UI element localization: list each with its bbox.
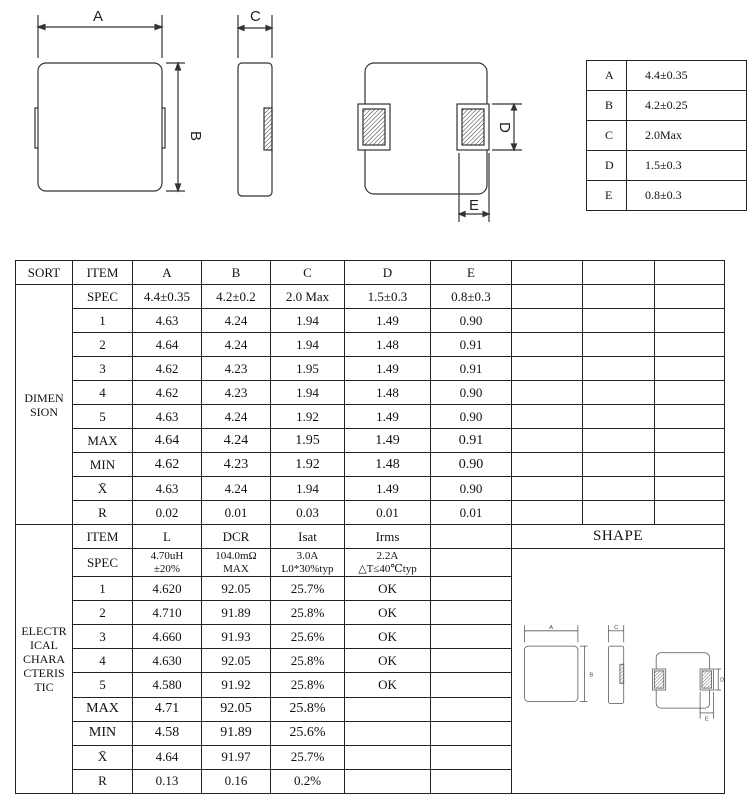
row-label: MAX <box>73 697 133 721</box>
dim-cell: 1.95 <box>271 357 345 381</box>
dim-value: 0.8±0.3 <box>627 181 747 211</box>
spec-line: ±20% <box>153 562 181 575</box>
dim-cell: 0.01 <box>345 501 431 525</box>
empty-cell <box>655 261 725 285</box>
dim-cell: 0.8±0.3 <box>431 285 512 309</box>
table-row <box>16 525 725 549</box>
header-col: L <box>133 525 202 549</box>
dim-cell: 1.94 <box>271 381 345 405</box>
row-label: MAX <box>73 429 133 453</box>
elec-cell: 91.92 <box>202 673 271 697</box>
dim-cell: 4.24 <box>202 333 271 357</box>
empty-cell <box>512 285 583 309</box>
empty-cell <box>583 477 655 501</box>
dim-cell: 1.48 <box>345 453 431 477</box>
empty-cell <box>512 333 583 357</box>
empty-cell <box>655 333 725 357</box>
dim-cell: 1.49 <box>345 429 431 453</box>
dim-cell: 0.91 <box>431 429 512 453</box>
row-label: 4 <box>73 649 133 673</box>
dim-cell: 0.90 <box>431 381 512 405</box>
dim-cell: 0.02 <box>133 501 202 525</box>
elec-cell: 4.580 <box>133 673 202 697</box>
table-row <box>587 91 747 121</box>
sort-label: CHARA <box>22 652 65 666</box>
empty-cell <box>583 429 655 453</box>
dim-cell: 0.91 <box>431 357 512 381</box>
empty-cell <box>583 309 655 333</box>
dim-cell: 4.24 <box>202 477 271 501</box>
shape-drawing <box>513 549 723 789</box>
dim-cell: 1.49 <box>345 309 431 333</box>
dim-cell: 1.92 <box>271 453 345 477</box>
elec-cell: 25.7% <box>271 577 345 601</box>
empty-cell <box>431 577 512 601</box>
dim-cell: 0.01 <box>202 501 271 525</box>
empty-cell <box>655 357 725 381</box>
header-item: ITEM <box>73 261 133 285</box>
elec-cell <box>345 745 431 769</box>
empty-cell <box>655 453 725 477</box>
elec-cell <box>345 697 431 721</box>
row-label: 4 <box>73 381 133 405</box>
table-row <box>16 405 725 429</box>
empty-cell <box>583 453 655 477</box>
empty-cell <box>512 309 583 333</box>
row-label: X̄ <box>73 477 133 501</box>
dim-cell: 1.92 <box>271 405 345 429</box>
table-row <box>16 309 725 333</box>
header-sort: SORT <box>16 261 73 285</box>
row-label: R <box>73 501 133 525</box>
spec-line: L0*30%typ <box>281 562 334 575</box>
dim-cell: 4.62 <box>133 381 202 405</box>
elec-cell <box>345 721 431 745</box>
dim-cell: 1.49 <box>345 405 431 429</box>
table-row <box>16 381 725 405</box>
elec-cell: 4.620 <box>133 577 202 601</box>
dim-cell: 0.91 <box>431 333 512 357</box>
header-col: B <box>202 261 271 285</box>
elec-cell: 0.16 <box>202 769 271 793</box>
elec-cell: 91.97 <box>202 745 271 769</box>
table-row <box>16 429 725 453</box>
header-col: E <box>431 261 512 285</box>
sort-label: ICAL <box>30 638 58 652</box>
elec-cell: 25.8% <box>271 601 345 625</box>
elec-cell: 92.05 <box>202 577 271 601</box>
table-row <box>16 549 725 577</box>
label-b: B <box>187 131 204 142</box>
empty-cell <box>583 333 655 357</box>
dim-cell: 1.48 <box>345 381 431 405</box>
elec-cell: 91.89 <box>202 721 271 745</box>
dim-cell: 0.90 <box>431 453 512 477</box>
dim-key: D <box>587 151 627 181</box>
dim-cell: 1.94 <box>271 333 345 357</box>
dim-value: 4.2±0.25 <box>627 91 747 121</box>
elec-cell: 25.8% <box>271 673 345 697</box>
elec-cell: 25.7% <box>271 745 345 769</box>
elec-cell: 4.660 <box>133 625 202 649</box>
elec-cell: 91.93 <box>202 625 271 649</box>
elec-cell <box>345 769 431 793</box>
elec-cell: 25.8% <box>271 697 345 721</box>
spec-line: MAX <box>223 562 249 575</box>
dimension-spec-table <box>586 60 747 211</box>
label-c: C <box>250 8 261 25</box>
label-e: E <box>704 716 709 723</box>
shape-title: SHAPE <box>512 525 725 549</box>
row-label: MIN <box>73 453 133 477</box>
sort-dimension <box>16 285 73 525</box>
row-label: 3 <box>73 357 133 381</box>
empty-cell <box>583 501 655 525</box>
dim-value: 4.4±0.35 <box>627 61 747 91</box>
table-row <box>587 181 747 211</box>
table-row <box>16 453 725 477</box>
row-label: MIN <box>73 721 133 745</box>
dim-cell: 0.90 <box>431 477 512 501</box>
empty-cell <box>512 477 583 501</box>
table-row <box>16 477 725 501</box>
spec-line: 4.70uH <box>150 549 184 562</box>
elec-cell: 25.6% <box>271 721 345 745</box>
empty-cell <box>655 381 725 405</box>
empty-cell <box>512 261 583 285</box>
dim-cell: 1.94 <box>271 477 345 501</box>
dim-cell: 4.24 <box>202 309 271 333</box>
elec-cell: 0.2% <box>271 769 345 793</box>
table-row <box>16 357 725 381</box>
elec-cell: OK <box>345 601 431 625</box>
row-label: SPEC <box>73 549 133 577</box>
empty-cell <box>512 357 583 381</box>
label-b: B <box>589 672 594 679</box>
header-item: ITEM <box>73 525 133 549</box>
elec-cell: 25.6% <box>271 625 345 649</box>
empty-cell <box>655 477 725 501</box>
label-d: D <box>720 677 725 684</box>
empty-cell <box>583 405 655 429</box>
table-row <box>587 61 747 91</box>
empty-cell <box>431 549 512 577</box>
label-e: E <box>469 197 480 214</box>
empty-cell <box>655 429 725 453</box>
sort-label: ELECTR <box>21 624 67 638</box>
dim-cell: 4.63 <box>133 309 202 333</box>
row-label: 5 <box>73 673 133 697</box>
empty-cell <box>431 721 512 745</box>
dim-cell: 4.4±0.35 <box>133 285 202 309</box>
dim-cell: 0.03 <box>271 501 345 525</box>
sort-electrical <box>16 525 73 794</box>
table-row <box>587 121 747 151</box>
dim-cell: 0.90 <box>431 405 512 429</box>
elec-cell: 92.05 <box>202 649 271 673</box>
elec-cell: OK <box>345 577 431 601</box>
dim-cell: 1.48 <box>345 333 431 357</box>
empty-cell <box>655 405 725 429</box>
elec-cell: 0.13 <box>133 769 202 793</box>
side-view <box>238 15 272 196</box>
row-label: 5 <box>73 405 133 429</box>
dim-key: B <box>587 91 627 121</box>
spec-line: 2.2A <box>376 549 399 562</box>
header-col: Isat <box>271 525 345 549</box>
table-row <box>16 285 725 309</box>
dim-cell: 4.62 <box>133 357 202 381</box>
dim-cell: 2.0 Max <box>271 285 345 309</box>
dim-cell: 0.01 <box>431 501 512 525</box>
row-label: 2 <box>73 333 133 357</box>
dim-cell: 4.24 <box>202 405 271 429</box>
empty-cell <box>512 453 583 477</box>
spec-line: △T≤40℃typ <box>358 562 417 575</box>
dim-cell: 4.63 <box>133 477 202 501</box>
dim-cell: 0.90 <box>431 309 512 333</box>
empty-cell <box>583 285 655 309</box>
empty-cell <box>431 673 512 697</box>
row-label: 3 <box>73 625 133 649</box>
spec-cell <box>271 549 345 577</box>
dim-cell: 1.5±0.3 <box>345 285 431 309</box>
spec-line: 3.0A <box>296 549 319 562</box>
empty-cell <box>431 649 512 673</box>
row-label: SPEC <box>73 285 133 309</box>
label-d: D <box>496 122 513 133</box>
empty-cell <box>431 769 512 793</box>
empty-cell <box>431 601 512 625</box>
dim-cell: 4.23 <box>202 357 271 381</box>
header-col: A <box>133 261 202 285</box>
table-row <box>587 151 747 181</box>
row-label: 1 <box>73 309 133 333</box>
spec-cell <box>345 549 431 577</box>
table-row <box>16 333 725 357</box>
elec-cell: 4.71 <box>133 697 202 721</box>
elec-cell: 92.05 <box>202 697 271 721</box>
elec-cell: 4.710 <box>133 601 202 625</box>
label-c: C <box>614 624 619 631</box>
empty-cell <box>431 745 512 769</box>
elec-cell: OK <box>345 649 431 673</box>
elec-cell: 4.64 <box>133 745 202 769</box>
empty-cell <box>583 381 655 405</box>
elec-cell: 91.89 <box>202 601 271 625</box>
empty-cell <box>583 357 655 381</box>
sort-label: TIC <box>34 680 54 694</box>
label-a: A <box>93 8 104 25</box>
empty-cell <box>512 405 583 429</box>
spec-line: 104.0mΩ <box>215 549 257 562</box>
dim-cell: 4.64 <box>133 333 202 357</box>
table-row <box>16 261 725 285</box>
dim-key: E <box>587 181 627 211</box>
shape-drawing-cell <box>512 549 725 794</box>
dim-cell: 4.63 <box>133 405 202 429</box>
elec-cell: 4.58 <box>133 721 202 745</box>
elec-cell: OK <box>345 673 431 697</box>
dim-cell: 4.23 <box>202 453 271 477</box>
dim-key: C <box>587 121 627 151</box>
dim-cell: 4.62 <box>133 453 202 477</box>
elec-cell: 4.630 <box>133 649 202 673</box>
table-row <box>16 501 725 525</box>
header-col: Irms <box>345 525 431 549</box>
empty-cell <box>512 501 583 525</box>
elec-cell: 25.8% <box>271 649 345 673</box>
dim-cell: 4.64 <box>133 429 202 453</box>
dim-cell: 4.2±0.2 <box>202 285 271 309</box>
empty-cell <box>655 501 725 525</box>
header-col: C <box>271 261 345 285</box>
dim-cell: 1.95 <box>271 429 345 453</box>
empty-cell <box>512 381 583 405</box>
empty-cell <box>431 697 512 721</box>
empty-cell <box>655 285 725 309</box>
sort-label: SION <box>29 404 58 419</box>
row-label: X̄ <box>73 745 133 769</box>
dim-value: 2.0Max <box>627 121 747 151</box>
row-label: R <box>73 769 133 793</box>
front-view <box>35 15 185 191</box>
test-report-table <box>15 260 725 794</box>
dim-value: 1.5±0.3 <box>627 151 747 181</box>
bottom-view <box>358 63 522 222</box>
sort-label: DIMEN <box>24 390 64 405</box>
dim-cell: 1.49 <box>345 357 431 381</box>
empty-cell <box>512 429 583 453</box>
spec-cell <box>202 549 271 577</box>
dim-key: A <box>587 61 627 91</box>
dim-cell: 1.49 <box>345 477 431 501</box>
elec-cell: OK <box>345 625 431 649</box>
dim-cell: 1.94 <box>271 309 345 333</box>
spec-cell <box>133 549 202 577</box>
empty-cell <box>655 309 725 333</box>
header-col: DCR <box>202 525 271 549</box>
label-a: A <box>549 624 554 631</box>
sort-label: CTERIS <box>23 666 65 680</box>
empty-cell <box>431 625 512 649</box>
empty-cell <box>431 525 512 549</box>
header-col: D <box>345 261 431 285</box>
dim-cell: 4.24 <box>202 429 271 453</box>
row-label: 1 <box>73 577 133 601</box>
dim-cell: 4.23 <box>202 381 271 405</box>
empty-cell <box>583 261 655 285</box>
row-label: 2 <box>73 601 133 625</box>
